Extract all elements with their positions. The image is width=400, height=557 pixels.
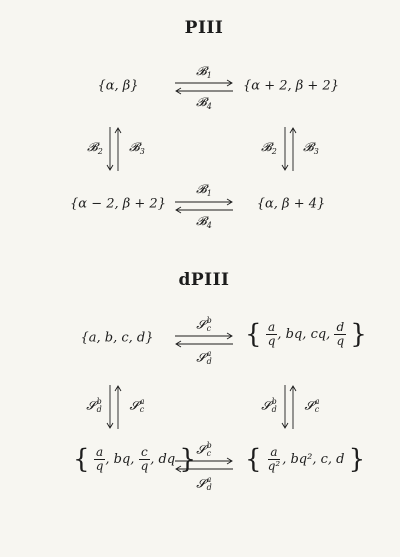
dpiii-label-left-down: 𝓢 b d bbox=[86, 397, 102, 414]
piii-right-vertical-arrows bbox=[279, 124, 299, 174]
dpiii-label-top-fwd: 𝓢 b c bbox=[196, 316, 212, 333]
piii-label-left-up: 𝓑$_3$ bbox=[129, 139, 145, 157]
dpiii-top-arrows bbox=[172, 331, 236, 349]
piii-label-bottom-back: 𝓑$_4$ bbox=[196, 213, 212, 231]
dpiii-label-bottom-back: 𝓢 a d bbox=[196, 475, 212, 492]
piii-node-bottom-left: {α − 2, β + 2} bbox=[70, 196, 166, 212]
dpiii-node-bottom-right: { $\frac{a}{\text{q²}}$ , bq², c, d } bbox=[245, 444, 366, 475]
piii-top-arrows bbox=[172, 78, 236, 96]
dpiii-label-right-down: 𝓢 b d bbox=[261, 397, 277, 414]
dpiii-right-vertical-arrows bbox=[279, 382, 299, 432]
piii-label-right-up: 𝓑$_3$ bbox=[303, 139, 319, 157]
dpiii-label-top-back: 𝓢 a d bbox=[196, 349, 212, 366]
dpiii-node-bottom-left: { $\frac{a}{q}$ , bq, $\frac{c}{q}$ , dq } bbox=[73, 444, 196, 475]
piii-node-top-left: {α, β} bbox=[97, 78, 139, 94]
dpiii-bottom-arrows bbox=[172, 456, 236, 474]
piii-label-top-back: 𝓑$_4$ bbox=[196, 94, 212, 112]
dpiii-left-vertical-arrows bbox=[104, 382, 124, 432]
dpiii-node-top-left: {a, b, c, d} bbox=[80, 330, 154, 346]
dpiii-title: dPIII bbox=[178, 270, 230, 290]
piii-label-left-down: 𝓑$_2$ bbox=[87, 139, 103, 157]
dpiii-label-right-up: 𝓢 a c bbox=[304, 397, 320, 414]
piii-node-bottom-right: {α, β + 4} bbox=[256, 196, 326, 212]
piii-label-right-down: 𝓑$_2$ bbox=[261, 139, 277, 157]
piii-label-top-fwd: 𝓑$_1$ bbox=[196, 63, 212, 81]
dpiii-label-bottom-fwd: 𝓢 b c bbox=[196, 441, 212, 458]
piii-left-vertical-arrows bbox=[104, 124, 124, 174]
piii-node-top-right: {α + 2, β + 2} bbox=[243, 78, 339, 94]
dpiii-node-top-right: { $\frac{a}{q}$ , bq, cq, $\frac{d}{q}$ } bbox=[245, 319, 367, 350]
piii-bottom-arrows bbox=[172, 197, 236, 215]
piii-label-bottom-fwd: 𝓑$_1$ bbox=[196, 181, 212, 199]
dpiii-label-left-up: 𝓢 a c bbox=[129, 397, 145, 414]
piii-title: PIII bbox=[184, 18, 224, 38]
